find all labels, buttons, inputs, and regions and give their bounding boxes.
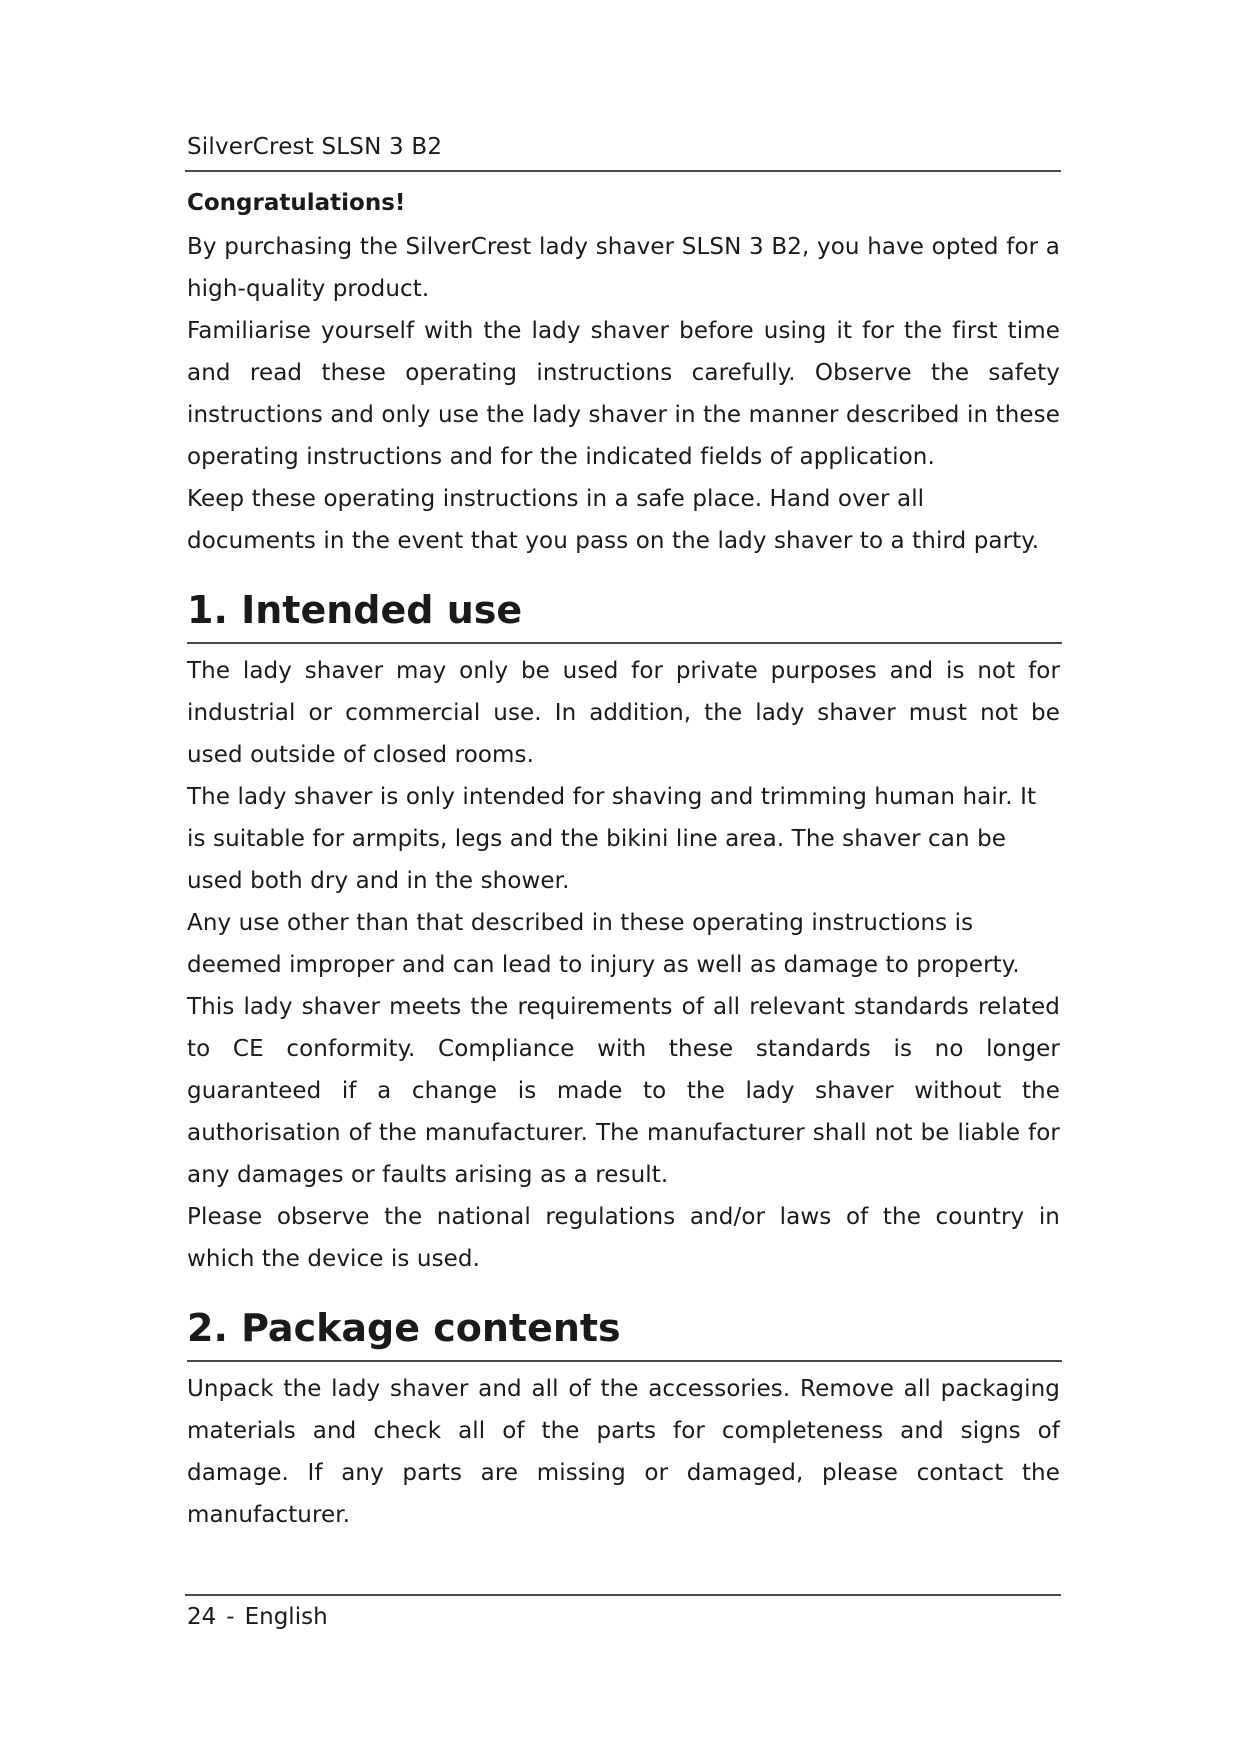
intro-paragraph: Familiarise yourself with the lady shaver before using it for the first time and read these operating instructions carefully. Observe the safety instructions and only use the lady shaver in the manner described in these operating instructions and for the indicated fields of application. <box>187 318 1060 470</box>
footer-separator: - <box>226 1604 235 1630</box>
footer-rule <box>185 1594 1061 1596</box>
page-number: 24 <box>187 1604 217 1630</box>
section-paragraph: Please observe the national regulations and/or laws of the country in which the device is used. <box>187 1204 1060 1272</box>
page-content <box>187 186 1060 1536</box>
running-footer <box>187 1602 328 1632</box>
intro-paragraph: By purchasing the SilverCrest lady shaver SLSN 3 B2, you have opted for a high-quality product. <box>187 234 1060 302</box>
section-package-contents <box>187 1302 1060 1536</box>
intro-paragraph: Keep these operating instructions in a safe place. Hand over all documents in the event that you pass on the lady shaver to a third party. <box>187 486 1040 554</box>
section-paragraph: The lady shaver may only be used for private purposes and is not for industrial or commercial use. In addition, the lady shaver must not be used outside of closed rooms. <box>187 658 1060 768</box>
running-header: SilverCrest SLSN 3 B2 <box>187 134 443 160</box>
section-heading: 1. Intended use <box>187 584 1062 644</box>
intro-section <box>187 186 1060 562</box>
section-paragraph: Unpack the lady shaver and all of the accessories. Remove all packaging materials and check all of the parts for completeness and signs of damage. If any parts are missing or damaged, please contact the manufacturer. <box>187 1376 1060 1528</box>
section-paragraph: This lady shaver meets the requirements of all relevant standards related to CE conformity. Compliance with these standards is no longer guaranteed if a change is made to the lady shaver without the authorisation of the manufacturer. The manufacturer shall not be liable for any damages or faults arising as a result. <box>187 994 1060 1188</box>
document-page <box>187 0 1060 1754</box>
section-heading: 2. Package contents <box>187 1302 1062 1362</box>
intro-heading: Congratulations! <box>187 190 406 216</box>
section-body <box>187 1368 1060 1536</box>
section-paragraph: The lady shaver is only intended for shaving and trimming human hair. It is suitable for armpits, legs and the bikini line area. The shaver can be used both dry and in the shower. <box>187 784 1037 894</box>
section-paragraph: Any use other than that described in these operating instructions is deemed improper and can lead to injury as well as damage to property. <box>187 910 1020 978</box>
footer-language: English <box>244 1604 328 1630</box>
section-intended-use <box>187 584 1060 1280</box>
section-body <box>187 650 1060 1280</box>
header-rule <box>185 170 1061 172</box>
